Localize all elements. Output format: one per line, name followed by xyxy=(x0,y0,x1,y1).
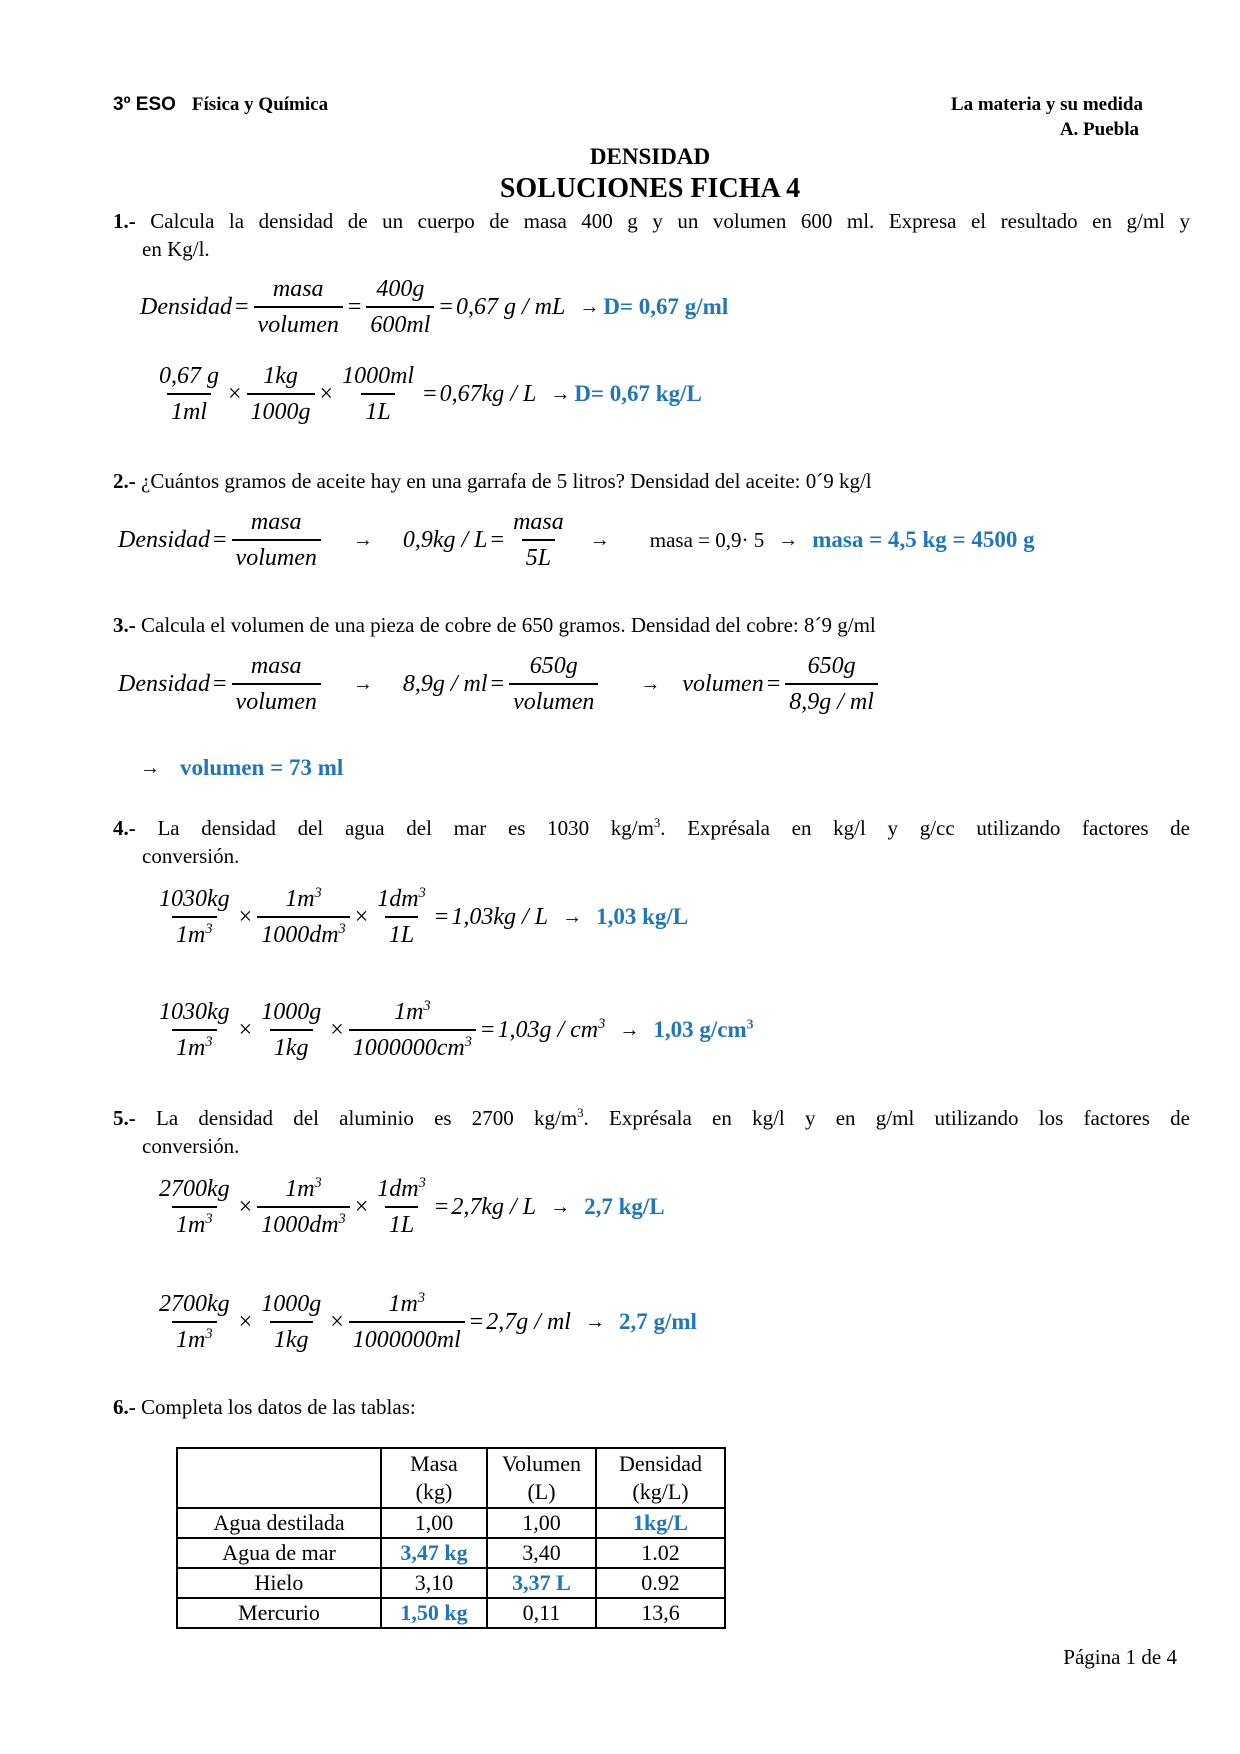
fraction xyxy=(257,998,325,1062)
question-5 xyxy=(113,1104,1190,1160)
course-label: 3º ESO xyxy=(113,94,176,115)
table-corner-cell xyxy=(177,1448,381,1508)
question-text-cont: conversión. xyxy=(142,1134,240,1158)
numerator-text: 1m xyxy=(285,1176,315,1202)
table-header-row xyxy=(177,1448,725,1508)
question-number: 1.- xyxy=(113,209,136,233)
topic-title: DENSIDAD xyxy=(589,144,711,169)
arrow-icon: → xyxy=(589,528,610,551)
formula-lhs: Densidad xyxy=(118,526,210,553)
equals-sign: = xyxy=(469,1308,484,1335)
formula-q1-density xyxy=(140,275,728,339)
cell-densidad: 1.02 xyxy=(596,1538,725,1568)
question-text: La densidad del agua del mar es 1030 kg/m xyxy=(157,816,654,840)
numerator: 650g xyxy=(807,653,856,679)
denominator: 1L xyxy=(361,393,394,426)
fraction xyxy=(155,1290,234,1354)
fraction xyxy=(257,1175,350,1239)
question-2 xyxy=(113,467,1190,495)
fraction xyxy=(349,998,476,1062)
fraction xyxy=(155,1175,234,1239)
cell-densidad: 0.92 xyxy=(596,1568,725,1598)
numerator xyxy=(281,1175,326,1206)
numerator: 1kg xyxy=(263,363,298,389)
denominator xyxy=(172,916,217,949)
times-sign: × xyxy=(228,380,242,407)
formula-value: 1,03kg / L xyxy=(451,903,549,930)
formula-lhs: Densidad xyxy=(118,670,210,697)
numerator: 1030kg xyxy=(159,999,230,1025)
question-text: . Exprésala en kg/l y g/cc utilizando factores de xyxy=(660,816,1190,840)
formula-q5-kgl xyxy=(153,1175,665,1239)
superscript: 3 xyxy=(205,1211,213,1227)
formula-q4-kgl xyxy=(153,885,688,949)
equals-sign: = xyxy=(434,903,449,930)
times-sign: × xyxy=(330,1016,344,1043)
cell-densidad-answer: 1kg/L xyxy=(596,1508,725,1538)
denominator: 600ml xyxy=(366,306,434,339)
denominator-text: 1m xyxy=(176,922,206,948)
arrow-icon: → xyxy=(562,905,583,928)
superscript: 3 xyxy=(417,1290,426,1306)
denominator xyxy=(172,1321,217,1354)
density-table xyxy=(176,1447,726,1629)
numerator: 650g xyxy=(529,653,578,679)
cell-volumen: 1,00 xyxy=(487,1508,596,1538)
question-text: ¿Cuántos gramos de aceite hay en una garrafa de 5 litros? Densidad del aceite: 0´9 kg/l xyxy=(141,469,872,493)
fraction xyxy=(155,362,223,426)
question-number: 5.- xyxy=(113,1106,136,1130)
equals-sign: = xyxy=(213,670,227,697)
formula-q5-gml xyxy=(153,1290,697,1354)
denominator xyxy=(257,1206,350,1239)
cell-volumen: 0,11 xyxy=(487,1598,596,1628)
numerator: 1030kg xyxy=(159,886,230,912)
cell-masa: 3,10 xyxy=(381,1568,487,1598)
fraction xyxy=(232,652,321,716)
arrow-icon: → xyxy=(550,382,571,405)
fraction xyxy=(373,885,430,949)
header-text: Densidad xyxy=(618,1451,703,1476)
formula-q3 xyxy=(118,652,880,716)
fraction xyxy=(349,1290,465,1354)
question-4 xyxy=(113,814,1190,870)
result-text: 1,03 g/cm xyxy=(653,1017,747,1042)
arrow-icon: → xyxy=(352,672,373,695)
fraction xyxy=(509,508,568,572)
numerator-text: 1m xyxy=(285,886,315,912)
question-number: 6.- xyxy=(113,1395,136,1419)
unit-label: La materia y su medida xyxy=(950,94,1143,115)
superscript: 3 xyxy=(205,1326,213,1342)
formula-value: 0,9kg / L xyxy=(402,526,488,553)
superscript: 3 xyxy=(598,1015,606,1032)
author-label: A. Puebla xyxy=(1059,119,1139,140)
numerator: 1000g xyxy=(261,1291,322,1317)
equals-sign: = xyxy=(347,293,362,320)
answer-result xyxy=(653,1017,753,1043)
equals-sign: = xyxy=(439,293,453,320)
equals-sign: = xyxy=(490,526,505,553)
page-title: SOLUCIONES FICHA 4 xyxy=(499,173,801,204)
denominator-text: 1m xyxy=(176,1212,206,1238)
formula-q4-gcm3 xyxy=(153,998,754,1062)
fraction xyxy=(257,885,350,949)
table-row xyxy=(177,1538,725,1568)
formula-value xyxy=(497,1017,605,1044)
cell-masa-answer: 3,47 kg xyxy=(381,1538,487,1568)
cell-volumen-answer: 3,37 L xyxy=(487,1568,596,1598)
table-header-volumen xyxy=(487,1448,596,1508)
formula-value: 8,9g / ml xyxy=(402,670,488,697)
table-row xyxy=(177,1508,725,1538)
superscript: 3 xyxy=(423,998,431,1014)
table-row xyxy=(177,1598,725,1628)
table-row xyxy=(177,1568,725,1598)
denominator-text: 1m xyxy=(176,1035,206,1061)
times-sign: × xyxy=(354,903,369,930)
row-label: Agua destilada xyxy=(177,1508,381,1538)
question-text: . Exprésala en kg/l y en g/ml utilizando los factores de xyxy=(583,1106,1190,1130)
fraction xyxy=(155,885,234,949)
fraction xyxy=(785,652,878,716)
superscript: 3 xyxy=(577,1106,584,1120)
question-1 xyxy=(113,207,1190,263)
numerator: 2700kg xyxy=(159,1176,230,1202)
arrow-icon: → xyxy=(584,1310,605,1333)
superscript: 3 xyxy=(746,1016,754,1032)
question-6 xyxy=(113,1393,1190,1421)
denominator-text: 1m xyxy=(176,1327,206,1353)
arrow-icon: → xyxy=(352,528,373,551)
denominator: 1000g xyxy=(247,393,315,426)
denominator: volumen xyxy=(509,683,598,716)
arrow-icon: → xyxy=(778,528,799,551)
numerator: 2700kg xyxy=(159,1291,230,1317)
numerator: 1000ml xyxy=(342,363,415,389)
formula-q1-conversion xyxy=(153,362,702,426)
answer-result: masa = 4,5 kg = 4500 g xyxy=(812,527,1035,552)
header-unit: (L) xyxy=(527,1479,556,1504)
numerator-text: 1dm xyxy=(377,1176,419,1202)
numerator xyxy=(373,1175,430,1206)
formula-q2 xyxy=(118,508,1035,572)
cell-densidad: 13,6 xyxy=(596,1598,725,1628)
fraction xyxy=(366,275,434,339)
denominator: volumen xyxy=(232,539,321,572)
header-left xyxy=(113,94,328,116)
denominator xyxy=(172,1029,217,1062)
answer-result: 1,03 kg/L xyxy=(596,904,689,929)
arrow-icon: → xyxy=(550,1195,571,1218)
table-header-masa xyxy=(381,1448,487,1508)
numerator: masa xyxy=(513,509,564,535)
fraction xyxy=(257,1290,325,1354)
arrow-icon: → xyxy=(579,295,600,318)
denominator: 8,9g / ml xyxy=(785,683,878,716)
fraction xyxy=(247,362,315,426)
formula-value: 0,67kg / L xyxy=(439,380,537,407)
denominator: volumen xyxy=(232,683,321,716)
formula-q3-result xyxy=(140,755,343,781)
numerator: masa xyxy=(250,653,302,679)
times-sign: × xyxy=(238,1193,253,1220)
fraction xyxy=(509,652,598,716)
question-text: Completa los datos de las tablas: xyxy=(141,1395,416,1419)
denominator: 1kg xyxy=(270,1029,313,1062)
times-sign: × xyxy=(238,1308,253,1335)
denominator xyxy=(349,1029,476,1062)
superscript: 3 xyxy=(653,816,661,830)
equals-sign: = xyxy=(480,1016,495,1043)
equals-sign: = xyxy=(235,293,249,320)
numerator: 1000g xyxy=(261,999,322,1025)
formula-rhs: volumen xyxy=(682,670,764,697)
denominator-text: 1000dm xyxy=(261,1212,339,1238)
superscript: 3 xyxy=(338,1211,346,1227)
superscript: 3 xyxy=(464,1034,472,1050)
arrow-icon: → xyxy=(640,672,661,695)
denominator-text: 1000dm xyxy=(261,922,339,948)
times-sign: × xyxy=(238,1016,253,1043)
numerator xyxy=(281,885,326,916)
denominator: 1ml xyxy=(167,393,211,426)
superscript: 3 xyxy=(314,1175,322,1191)
question-number: 2.- xyxy=(113,469,136,493)
header-text: Masa xyxy=(410,1451,458,1476)
superscript: 3 xyxy=(314,885,322,901)
formula-value: 2,7kg / L xyxy=(451,1193,537,1220)
page-number: Página 1 de 4 xyxy=(1063,1645,1177,1669)
denominator-text: 1000000cm xyxy=(352,1035,465,1061)
numerator: 0,67 g xyxy=(159,363,219,389)
value-text: 1,03g / cm xyxy=(497,1016,599,1043)
denominator: 1L xyxy=(385,1206,418,1239)
denominator xyxy=(257,916,350,949)
numerator: 400g xyxy=(376,276,425,302)
calc-step: masa = 0,9· 5 xyxy=(649,527,765,552)
fraction xyxy=(155,998,234,1062)
header-text: Volumen xyxy=(501,1451,582,1476)
answer-result: 2,7 kg/L xyxy=(584,1194,665,1219)
equals-sign: = xyxy=(434,1193,449,1220)
fraction xyxy=(373,1175,430,1239)
denominator: 1L xyxy=(385,916,418,949)
numerator: masa xyxy=(250,509,302,535)
question-3 xyxy=(113,611,1190,639)
equals-sign: = xyxy=(766,670,781,697)
arrow-icon: → xyxy=(619,1018,640,1041)
numerator xyxy=(384,1290,429,1321)
equals-sign: = xyxy=(490,670,505,697)
subject-label: Física y Química xyxy=(191,94,329,115)
superscript: 3 xyxy=(418,1175,426,1191)
fraction xyxy=(254,275,343,339)
arrow-icon: → xyxy=(140,756,160,779)
denominator: 1000000ml xyxy=(349,1321,465,1354)
numerator-text: 1dm xyxy=(377,886,419,912)
formula-value: 2,7g / ml xyxy=(486,1308,571,1335)
equals-sign: = xyxy=(423,380,437,407)
times-sign: × xyxy=(354,1193,369,1220)
question-text: Calcula el volumen de una pieza de cobre de 650 gramos. Densidad del cobre: 8´9 g/ml xyxy=(141,613,876,637)
header-unit: (kg) xyxy=(415,1479,453,1504)
answer-result: D= 0,67 g/ml xyxy=(603,294,729,319)
superscript: 3 xyxy=(338,921,346,937)
numerator-text: 1m xyxy=(388,1291,418,1317)
numerator xyxy=(390,998,435,1029)
equals-sign: = xyxy=(213,526,227,553)
answer-result: D= 0,67 kg/L xyxy=(574,381,702,406)
row-label: Agua de mar xyxy=(177,1538,381,1568)
times-sign: × xyxy=(238,903,253,930)
fraction xyxy=(338,362,418,426)
times-sign: × xyxy=(319,380,334,407)
denominator: 5L xyxy=(522,539,555,572)
denominator: volumen xyxy=(254,306,343,339)
times-sign: × xyxy=(330,1308,344,1335)
superscript: 3 xyxy=(205,921,213,937)
row-label: Hielo xyxy=(177,1568,381,1598)
answer-result: 2,7 g/ml xyxy=(618,1309,697,1334)
numerator: masa xyxy=(272,276,324,302)
denominator: 1kg xyxy=(270,1321,313,1354)
table-header-densidad xyxy=(596,1448,725,1508)
superscript: 3 xyxy=(418,885,426,901)
cell-masa-answer: 1,50 kg xyxy=(381,1598,487,1628)
numerator xyxy=(373,885,430,916)
denominator xyxy=(172,1206,217,1239)
question-number: 4.- xyxy=(113,816,136,840)
question-text: La densidad del aluminio es 2700 kg/m xyxy=(156,1106,578,1130)
row-label: Mercurio xyxy=(177,1598,381,1628)
formula-value: 0,67 g / mL xyxy=(455,293,566,320)
cell-masa: 1,00 xyxy=(381,1508,487,1538)
superscript: 3 xyxy=(205,1034,213,1050)
answer-result: volumen = 73 ml xyxy=(180,755,344,780)
header-unit: (kg/L) xyxy=(632,1479,689,1504)
question-text: Calcula la densidad de un cuerpo de masa 400 g y un volumen 600 ml. Expresa el resultado en g/ml y xyxy=(150,209,1191,233)
fraction xyxy=(232,508,321,572)
cell-volumen: 3,40 xyxy=(487,1538,596,1568)
formula-lhs: Densidad xyxy=(140,293,232,320)
question-text-cont: en Kg/l. xyxy=(142,237,210,261)
numerator-text: 1m xyxy=(394,999,424,1025)
question-number: 3.- xyxy=(113,613,136,637)
question-text-cont: conversión. xyxy=(142,844,240,868)
